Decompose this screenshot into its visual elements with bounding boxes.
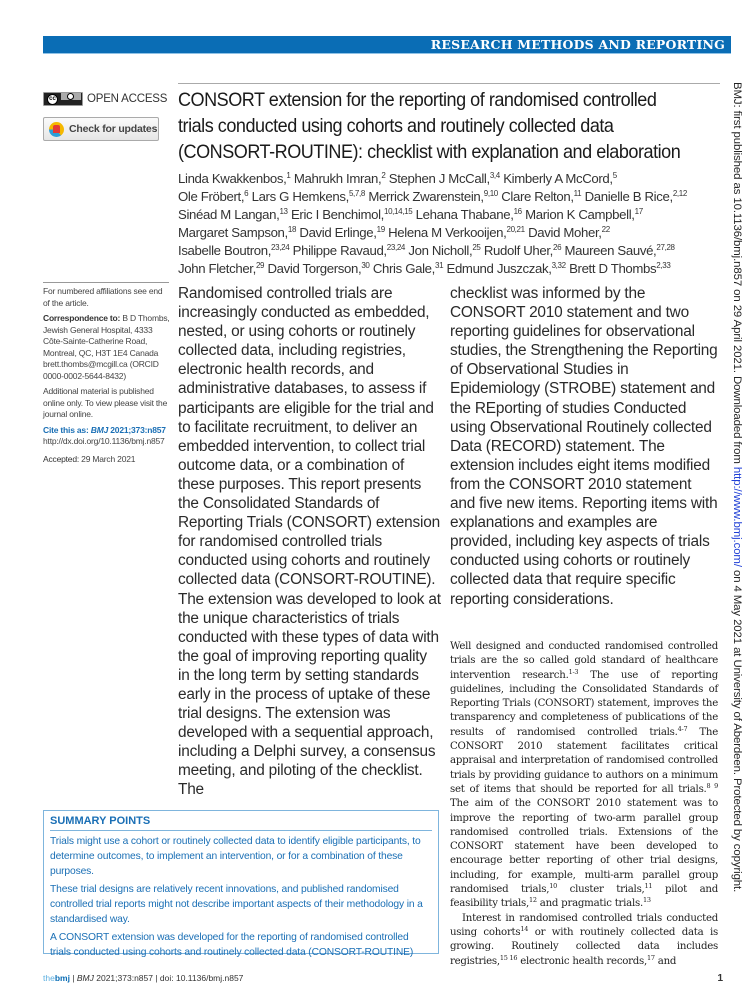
reference-citation[interactable]: 14: [520, 924, 529, 933]
author-affiliation-ref: 2,12: [672, 189, 687, 198]
title-divider: [178, 83, 720, 84]
author-affiliation-ref: 6: [244, 189, 249, 198]
page-number: 1: [717, 973, 723, 984]
section-label: RESEARCH METHODS AND REPORTING: [430, 37, 725, 52]
author-name: Margaret Sampson,: [178, 225, 288, 240]
watermark-prefix: BMJ: first published as 10.1136/bmj.n857 on 29 April 2021. Downloaded from: [731, 82, 743, 467]
citation: [43, 425, 171, 437]
author-affiliation-ref: 1: [286, 171, 291, 180]
sidebar-divider: [43, 282, 169, 283]
check-for-updates-button[interactable]: [43, 117, 159, 141]
author-name: Isabelle Boutron,: [178, 243, 272, 258]
open-access-badge[interactable]: [43, 92, 167, 106]
bmj-logo: bmj: [54, 973, 70, 983]
footer-doi: doi: 10.1136/bmj.n857: [159, 973, 244, 983]
additional-material-note: Additional material is published online only. To view please visit the journal online.: [43, 386, 168, 419]
affiliations-note: For numbered affiliations see end of the article.: [43, 286, 163, 308]
body-paragraph: Well designed and conducted randomised controlled trials are the so called gold standard of healthcare intervention research.$^{1-3}$ The use of reporting guidelines, including the Consolidated Standards of Reporting Trials (CONSORT) statement, improves the transparency and completeness of publications of the results of randomised controlled trials.$^{4-7}$ The CONSORT 2010 statement facilitates critical appraisal and interpretation of randomised controlled trials by providing guidance to authors on a minimum set of items that should be reported for all trials.$^{8 9}$ The aim of the CONSORT 2010 statement was to improve the reporting of two-arm parallel group randomised controlled trials. Extensions of the CONSORT statement have been developed to encourage better reporting of other trial designs, including, for example, multi-arm parallel group randomised trials,$^{10}$ cluster trials,$^{11}$ pilot and feasibility trials,$^{12}$ and pragmatic trials.$^{13}$: [450, 641, 718, 910]
reference-citation[interactable]: 1-3: [568, 667, 579, 676]
article-title: CONSORT extension for the reporting of randomised controlled trials conducted using cohorts and routinely collected data (CONSORT-ROUTINE): checklist with explanation and elaboration: [178, 90, 681, 163]
summary-heading: SUMMARY POINTS: [50, 815, 432, 831]
author-name: David Torgerson,: [267, 261, 362, 276]
watermark-suffix: on 4 May 2021 at University of Aberdeen. Protected by copyright.: [731, 566, 743, 893]
author-affiliation-ref: 30: [361, 261, 370, 270]
abstract-column-2: checklist was informed by the CONSORT 2010 statement and two reporting guidelines for observational studies, the Strengthening the Reporting of Observational Studies in Epidemiology (STROBE) statement and the REporting of studies Conducted using Observational Routinely collected Data (RECORD) statement. The extension includes eight items modified from the CONSORT 2010 statement and five new items. Reporting items with explanations and examples are provided, including key aspects of trials conducted using cohorts or routinely collected data that require specific reporting considerations.: [450, 285, 718, 608]
author-affiliation-ref: 20,21: [506, 225, 525, 234]
author-list: [178, 170, 718, 278]
author-name: Brett D Thombs: [569, 261, 657, 276]
author-affiliation-ref: 9,10: [483, 189, 498, 198]
cite-label: Cite this as:: [43, 424, 91, 435]
creative-commons-by-icon: cc: [43, 92, 83, 106]
author-affiliation-ref: 25: [472, 243, 481, 252]
footer-journal: BMJ: [76, 973, 94, 983]
author-name: Danielle B Rice,: [584, 189, 673, 204]
author-affiliation-ref: 22: [601, 225, 610, 234]
page-footer: [43, 973, 723, 983]
bmj-logo-the: the: [43, 973, 55, 983]
author-name: Clare Relton,: [501, 189, 574, 204]
author-affiliation-ref: 31: [434, 261, 444, 270]
author-affiliation-ref: 11: [573, 189, 582, 198]
reference-citation[interactable]: 8 9: [706, 781, 718, 790]
accepted-date: [43, 454, 171, 466]
reference-citation[interactable]: 4-7: [677, 724, 688, 733]
summary-point: Trials might use a cohort or routinely collected data to identify eligible participants, to determine outcomes, to implement an intervention, or for a combination of these purposes.: [50, 836, 421, 877]
reference-citation[interactable]: 13: [642, 896, 651, 905]
author-affiliation-ref: 5: [612, 171, 617, 180]
abstract-column-1: Randomised controlled trials are increasingly conducted as embedded, nested, or using cohorts or routinely collected data, including registries, electronic health records, and administrative databases, to assess if participants are eligible for the trial and to facilitate recruitment, to deliver an embedded intervention, to collect trial outcome data, or a combination of these purposes. This report presents the Consolidated Standards of Reporting Trials (CONSORT) extension for randomised controlled trials conducted using cohorts and routinely collected data (CONSORT-ROUTINE). The extension was developed to look at the unique characteristics of trials conducted with these types of data with the goal of improving reporting quality in the long term by setting standards early in the process of uptake of these trial designs. The extension was developed with a sequential approach, including a Delphi survey, a consensus meeting, and piloting of the checklist. The: [178, 285, 441, 799]
author-affiliation-ref: 18: [287, 225, 297, 234]
bmj-website-link[interactable]: http://www.bmj.com/: [731, 466, 743, 567]
author-affiliation-ref: 23,24: [271, 243, 290, 252]
accepted-value: 29 March 2021: [79, 453, 136, 464]
check-for-updates-label: Check for updates: [69, 123, 158, 135]
cite-ref: 2021;373:n857: [108, 424, 166, 435]
reference-citation[interactable]: 12: [529, 896, 537, 905]
summary-point: These trial designs are relatively recent innovations, and published randomised controlled trial reports might not describe important aspects of their methodology in a standardised way.: [50, 884, 423, 925]
author-name: Jon Nicholl,: [408, 243, 473, 258]
author-name: David Erlinge,: [299, 225, 377, 240]
author-name: Marion K Campbell,: [525, 207, 635, 222]
author-affiliation-ref: 23,24: [386, 243, 406, 252]
author-name: Chris Gale,: [372, 261, 435, 276]
correspondence-label: Correspondence to:: [43, 313, 121, 323]
author-name: David Moher,: [528, 225, 602, 240]
section-banner: [43, 36, 731, 54]
author-name: Merrick Zwarenstein,: [368, 189, 484, 204]
author-name: Edmund Juszczak,: [446, 261, 552, 276]
author-name: Linda Kwakkenbos,: [178, 171, 287, 186]
author-name: Philippe Ravaud,: [292, 243, 387, 258]
author-affiliation-ref: 3,32: [551, 261, 566, 270]
author-name: Lehana Thabane,: [415, 207, 514, 222]
author-name: Kimberly A McCord,: [503, 171, 613, 186]
author-name: Maureen Sauvé,: [564, 243, 657, 258]
author-name: Rudolf Uher,: [483, 243, 553, 258]
author-affiliation-ref: 13: [279, 207, 288, 216]
reference-citation[interactable]: 11: [644, 882, 653, 891]
author-affiliation-ref: 10,14,15: [383, 207, 413, 216]
article-sidebar: [43, 286, 171, 469]
summary-points-box: [43, 810, 439, 958]
copyright-watermark: [725, 82, 743, 932]
reference-citation[interactable]: 17: [647, 953, 655, 962]
open-access-label: OPEN ACCESS: [87, 93, 168, 105]
footer-ref: 2021;373:n857: [93, 973, 153, 983]
body-text: [450, 640, 718, 969]
author-affiliation-ref: 17: [634, 207, 643, 216]
author-affiliation-ref: 26: [552, 243, 562, 252]
reference-citation[interactable]: 15 16: [499, 953, 518, 962]
author-affiliation-ref: 2,33: [656, 261, 671, 270]
footer-separator: |: [69, 973, 77, 983]
author-affiliation-ref: 19: [376, 225, 385, 234]
author-affiliation-ref: 27,28: [656, 243, 675, 252]
accepted-label: Accepted:: [43, 453, 80, 464]
author-affiliation-ref: 29: [255, 261, 265, 270]
reference-citation[interactable]: 10: [549, 882, 558, 891]
author-name: Mahrukh Imran,: [293, 171, 382, 186]
author-name: Sinéad M Langan,: [178, 207, 280, 222]
summary-point: A CONSORT extension was developed for the reporting of randomised controlled trials conducted using cohorts and routinely collected data (CONSORT-ROUTINE): [50, 932, 414, 958]
author-name: Lars G Hemkens,: [251, 189, 349, 204]
footer-separator: |: [152, 973, 160, 983]
author-affiliation-ref: 16: [513, 207, 522, 216]
author-name: Helena M Verkooijen,: [388, 225, 507, 240]
author-affiliation-ref: 3,4: [489, 171, 500, 180]
author-name: John Fletcher,: [178, 261, 256, 276]
author-affiliation-ref: 2: [381, 171, 386, 180]
author-name: Ole Fröbert,: [178, 189, 245, 204]
correspondence-text[interactable]: B D Thombs, Jewish General Hospital, 4333 Côte-Sainte-Catherine Road, Montreal, QC, H3T 1E4 Canada brett.thombs@mcgill.ca (ORCID 0000-0002-5644-8432): [43, 313, 170, 381]
cite-journal: BMJ: [90, 424, 109, 435]
author-name: Stephen J McCall,: [388, 171, 490, 186]
body-paragraph: Interest in randomised controlled trials conducted using cohorts$^{14}$ or with routinely collected data is growing. Routinely collected data includes registries,$^{15 16}$ electronic health records,$^{17}$ and: [450, 912, 718, 967]
author-affiliation-ref: 5,7,8: [348, 189, 365, 198]
correspondence: [43, 313, 171, 382]
author-name: Eric I Benchimol,: [290, 207, 384, 222]
doi-link[interactable]: http://dx.doi.org/10.1136/bmj.n857: [43, 436, 165, 446]
crossmark-icon: [49, 122, 64, 137]
